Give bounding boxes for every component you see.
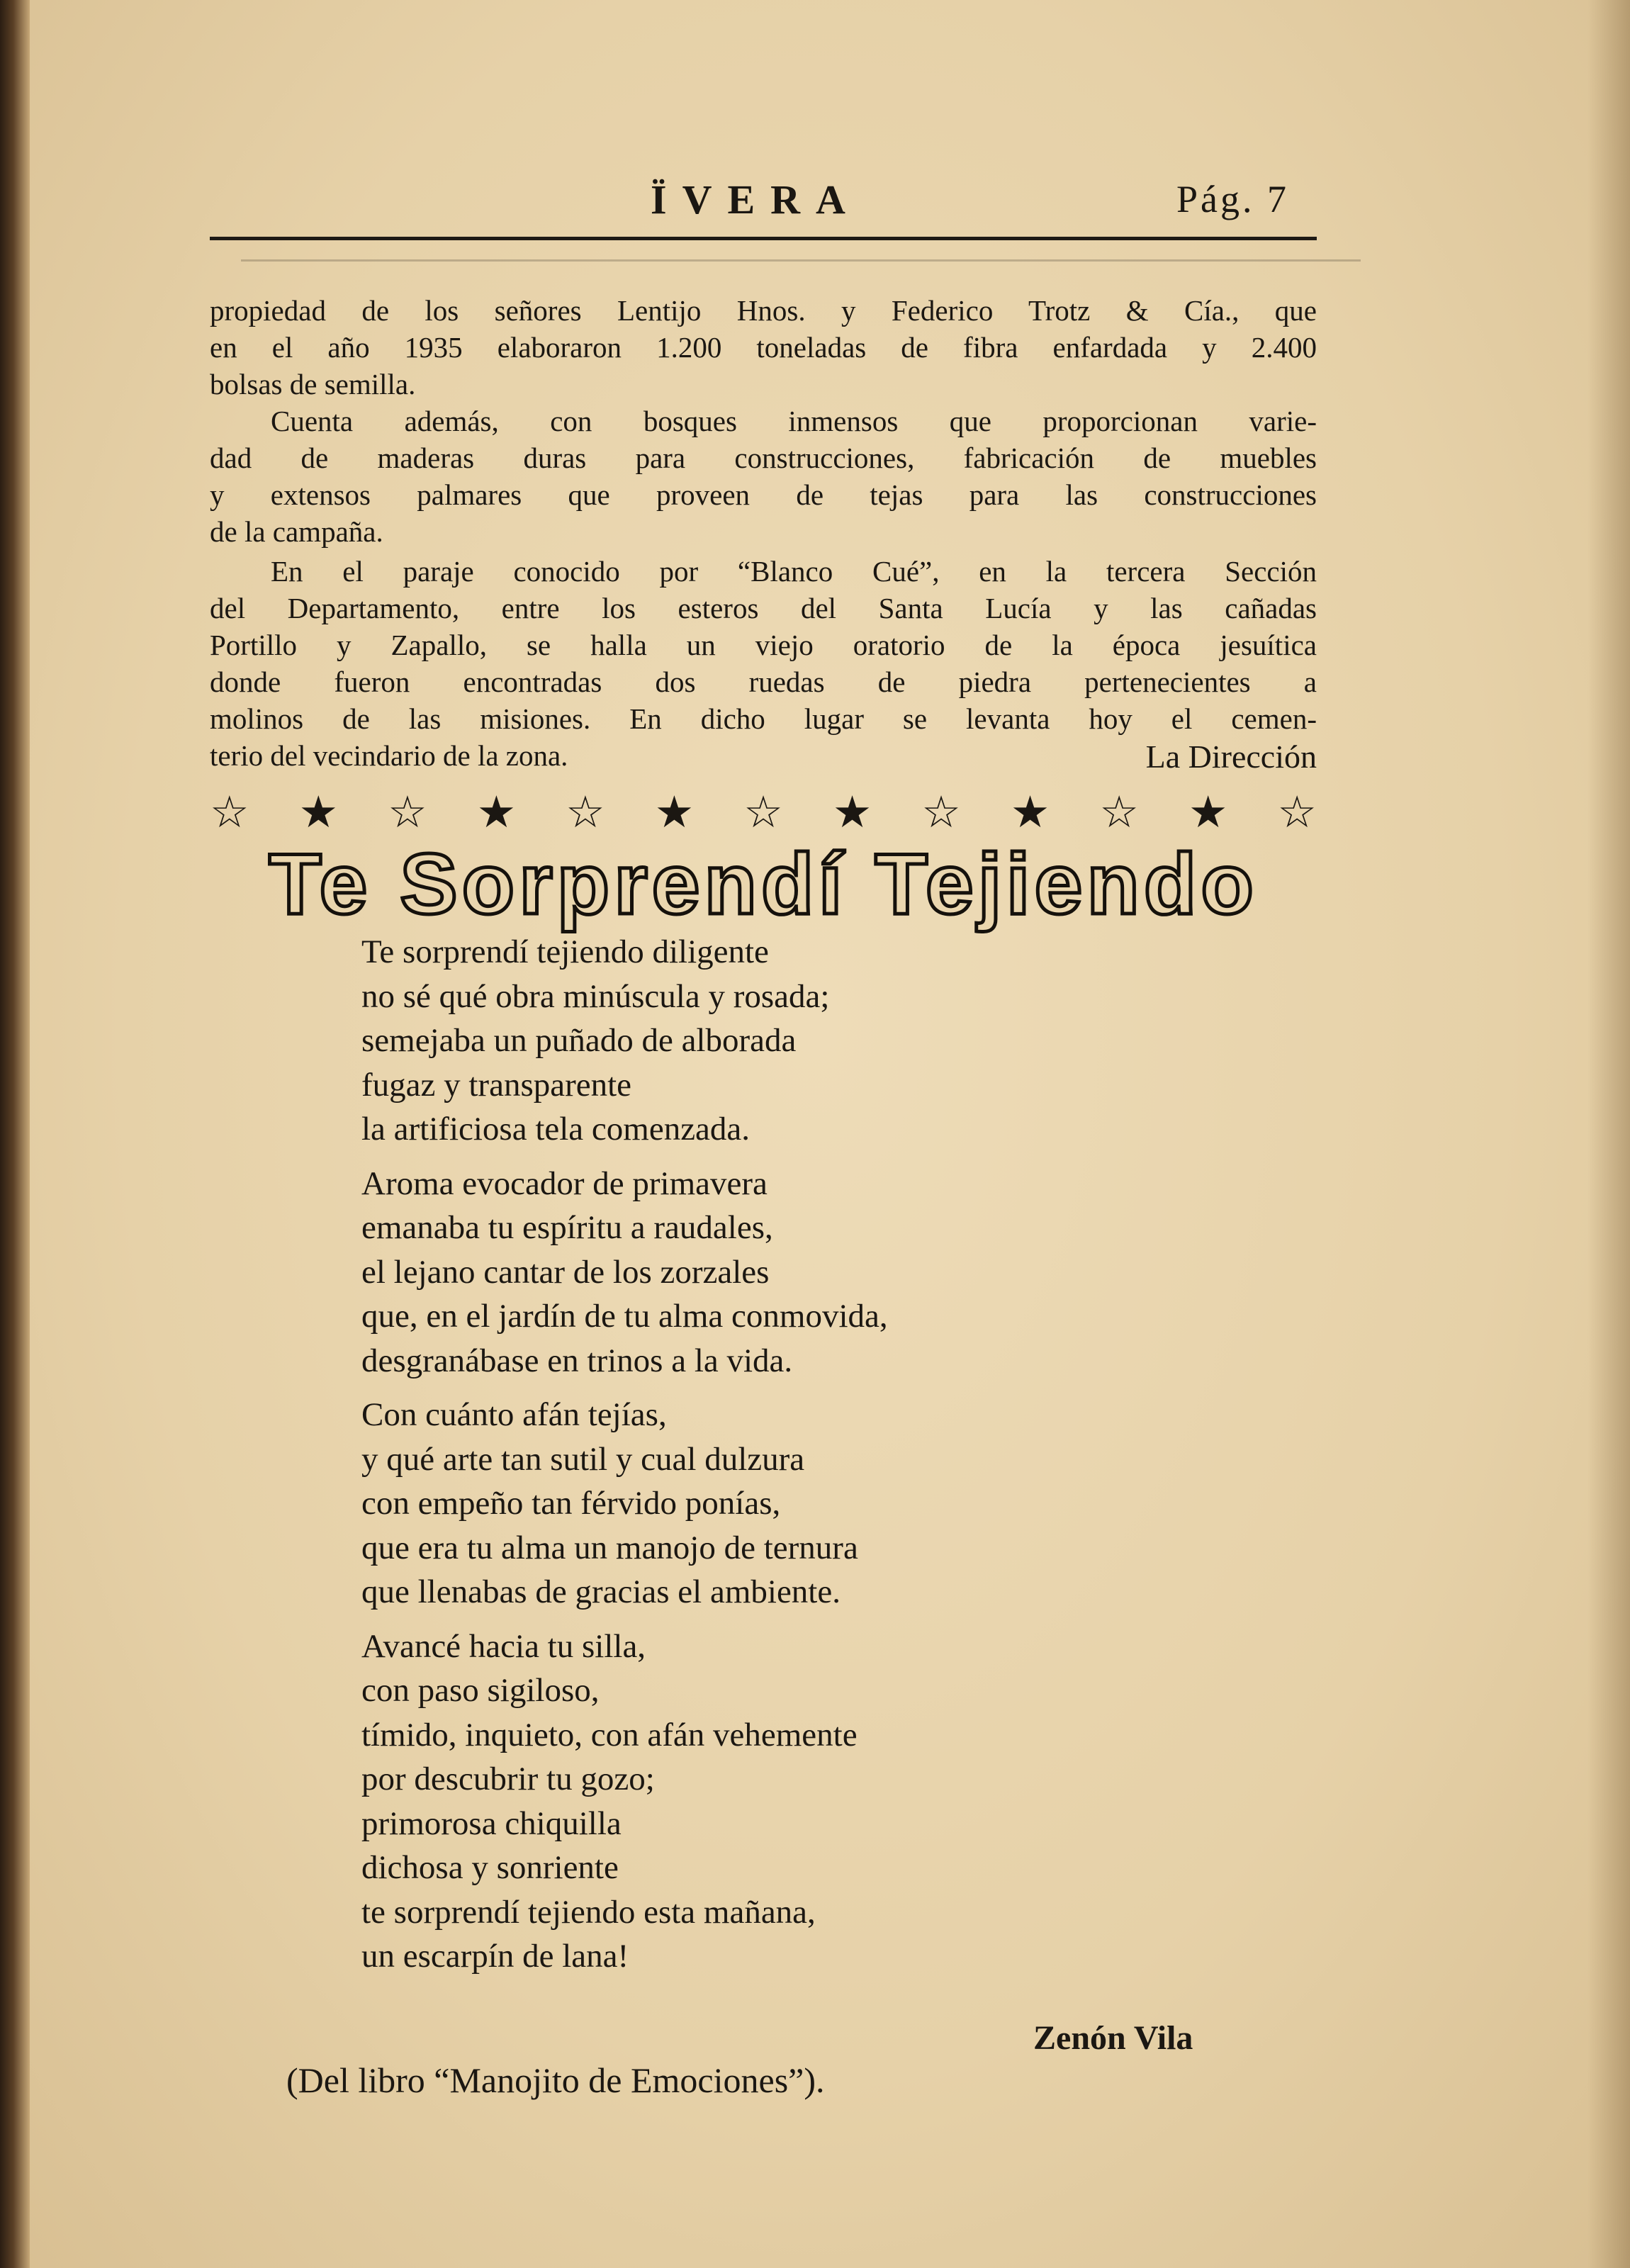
star-filled-icon: ★ — [832, 789, 872, 837]
poem-author: Zenón Vila — [1033, 2019, 1193, 2057]
poem-body — [361, 930, 888, 1989]
star-outline-icon: ☆ — [566, 789, 605, 837]
text-line: Portillo y Zapallo, se halla un viejo oratorio de la época jesuítica — [210, 629, 1317, 661]
text-line: y extensos palmares que proveen de tejas para las construcciones — [210, 478, 1317, 511]
text-line: dad de maderas duras para construcciones, fabricación de muebles — [210, 442, 1317, 474]
verse: no sé qué obra minúscula y rosada; — [361, 977, 830, 1015]
book-binding-edge — [0, 0, 30, 2268]
page-number: Pág. 7 — [1176, 178, 1289, 220]
text-line: terio del vecindario de la zona. — [210, 739, 568, 772]
verse: con empeño tan férvido ponías, — [361, 1485, 781, 1522]
verse: que era tu alma un manojo de ternura — [361, 1529, 858, 1566]
verse: Aroma evocador de primavera — [361, 1164, 768, 1202]
verse: desgranábase en trinos a la vida. — [361, 1342, 793, 1379]
verse: Avancé hacia tu silla, — [361, 1627, 646, 1665]
poem-source: (Del libro “Manojito de Emociones”). — [286, 2060, 825, 2100]
star-filled-icon: ★ — [298, 789, 339, 837]
star-filled-icon: ★ — [654, 789, 695, 837]
article-paragraph-1 — [210, 292, 1317, 403]
header-rule — [210, 237, 1317, 240]
text-line: bolsas de semilla. — [210, 368, 416, 400]
stanza-1 — [361, 930, 888, 1152]
verse: te sorprendí tejiendo esta mañana, — [361, 1893, 816, 1931]
verse: Te sorprendí tejiendo diligente — [361, 933, 769, 970]
verse: primorosa chiquilla — [361, 1804, 622, 1842]
verse: con paso sigiloso, — [361, 1672, 600, 1709]
star-divider — [210, 788, 1317, 838]
verse: por descubrir tu gozo; — [361, 1761, 655, 1797]
verse: la artificiosa tela comenzada. — [361, 1111, 751, 1147]
show-through-rule — [241, 259, 1361, 262]
article-paragraph-2 — [210, 403, 1317, 550]
text-line: propiedad de los señores Lentijo Hnos. y Federico Trotz & Cía., que — [210, 294, 1317, 327]
text-line: del Departamento, entre los esteros del Santa Lucía y las cañadas — [210, 592, 1317, 624]
verse: dichosa y sonriente — [361, 1849, 619, 1886]
star-outline-icon: ☆ — [743, 789, 783, 837]
stanza-4 — [361, 1624, 888, 1979]
verse: que, en el jardín de tu alma conmovida, — [361, 1298, 888, 1335]
star-outline-icon: ☆ — [210, 789, 249, 837]
verse: el lejano cantar de los zorzales — [361, 1253, 770, 1291]
star-outline-icon: ☆ — [1277, 789, 1317, 837]
text-line: donde fueron encontradas dos ruedas de piedra pertenecientes a — [210, 666, 1317, 698]
text-line: de la campaña. — [210, 515, 383, 548]
poem-title: Te Sorprendí Tejiendo — [269, 836, 1258, 932]
verse: tímido, inquieto, con afán vehemente — [361, 1716, 858, 1753]
verse: y qué arte tan sutil y cual dulzura — [361, 1440, 805, 1478]
verse: semejaba un puñado de alborada — [361, 1022, 797, 1059]
text-line: Cuenta además, con bosques inmensos que proporcionan varie- — [271, 405, 1317, 437]
star-outline-icon: ☆ — [921, 789, 961, 837]
page-edge-shadow — [1587, 0, 1630, 2268]
verse: un escarpín de lana! — [361, 1938, 629, 1975]
stanza-3 — [361, 1393, 888, 1615]
article-paragraph-3 — [210, 553, 1317, 774]
article-signature: La Dirección — [1145, 739, 1317, 775]
verse: Con cuánto afán tejías, — [361, 1396, 667, 1433]
text-line: en el año 1935 elaboraron 1.200 toneladas de fibra enfardada y 2.400 — [210, 331, 1317, 364]
verse: que llenabas de gracias el ambiente. — [361, 1573, 841, 1610]
star-filled-icon: ★ — [1188, 789, 1228, 837]
verse: emanaba tu espíritu a raudales, — [361, 1209, 773, 1246]
star-outline-icon: ☆ — [1099, 789, 1139, 837]
text-line: molinos de las misiones. En dicho lugar se levanta hoy el cemen- — [210, 702, 1317, 735]
stanza-2 — [361, 1162, 888, 1383]
star-outline-icon: ☆ — [388, 789, 427, 837]
text-line: En el paraje conocido por “Blanco Cué”, en la tercera Sección — [271, 555, 1317, 588]
star-filled-icon: ★ — [1010, 789, 1050, 837]
running-title: ÏVERA — [651, 176, 861, 223]
verse: fugaz y transparente — [361, 1066, 632, 1104]
star-filled-icon: ★ — [476, 789, 517, 837]
